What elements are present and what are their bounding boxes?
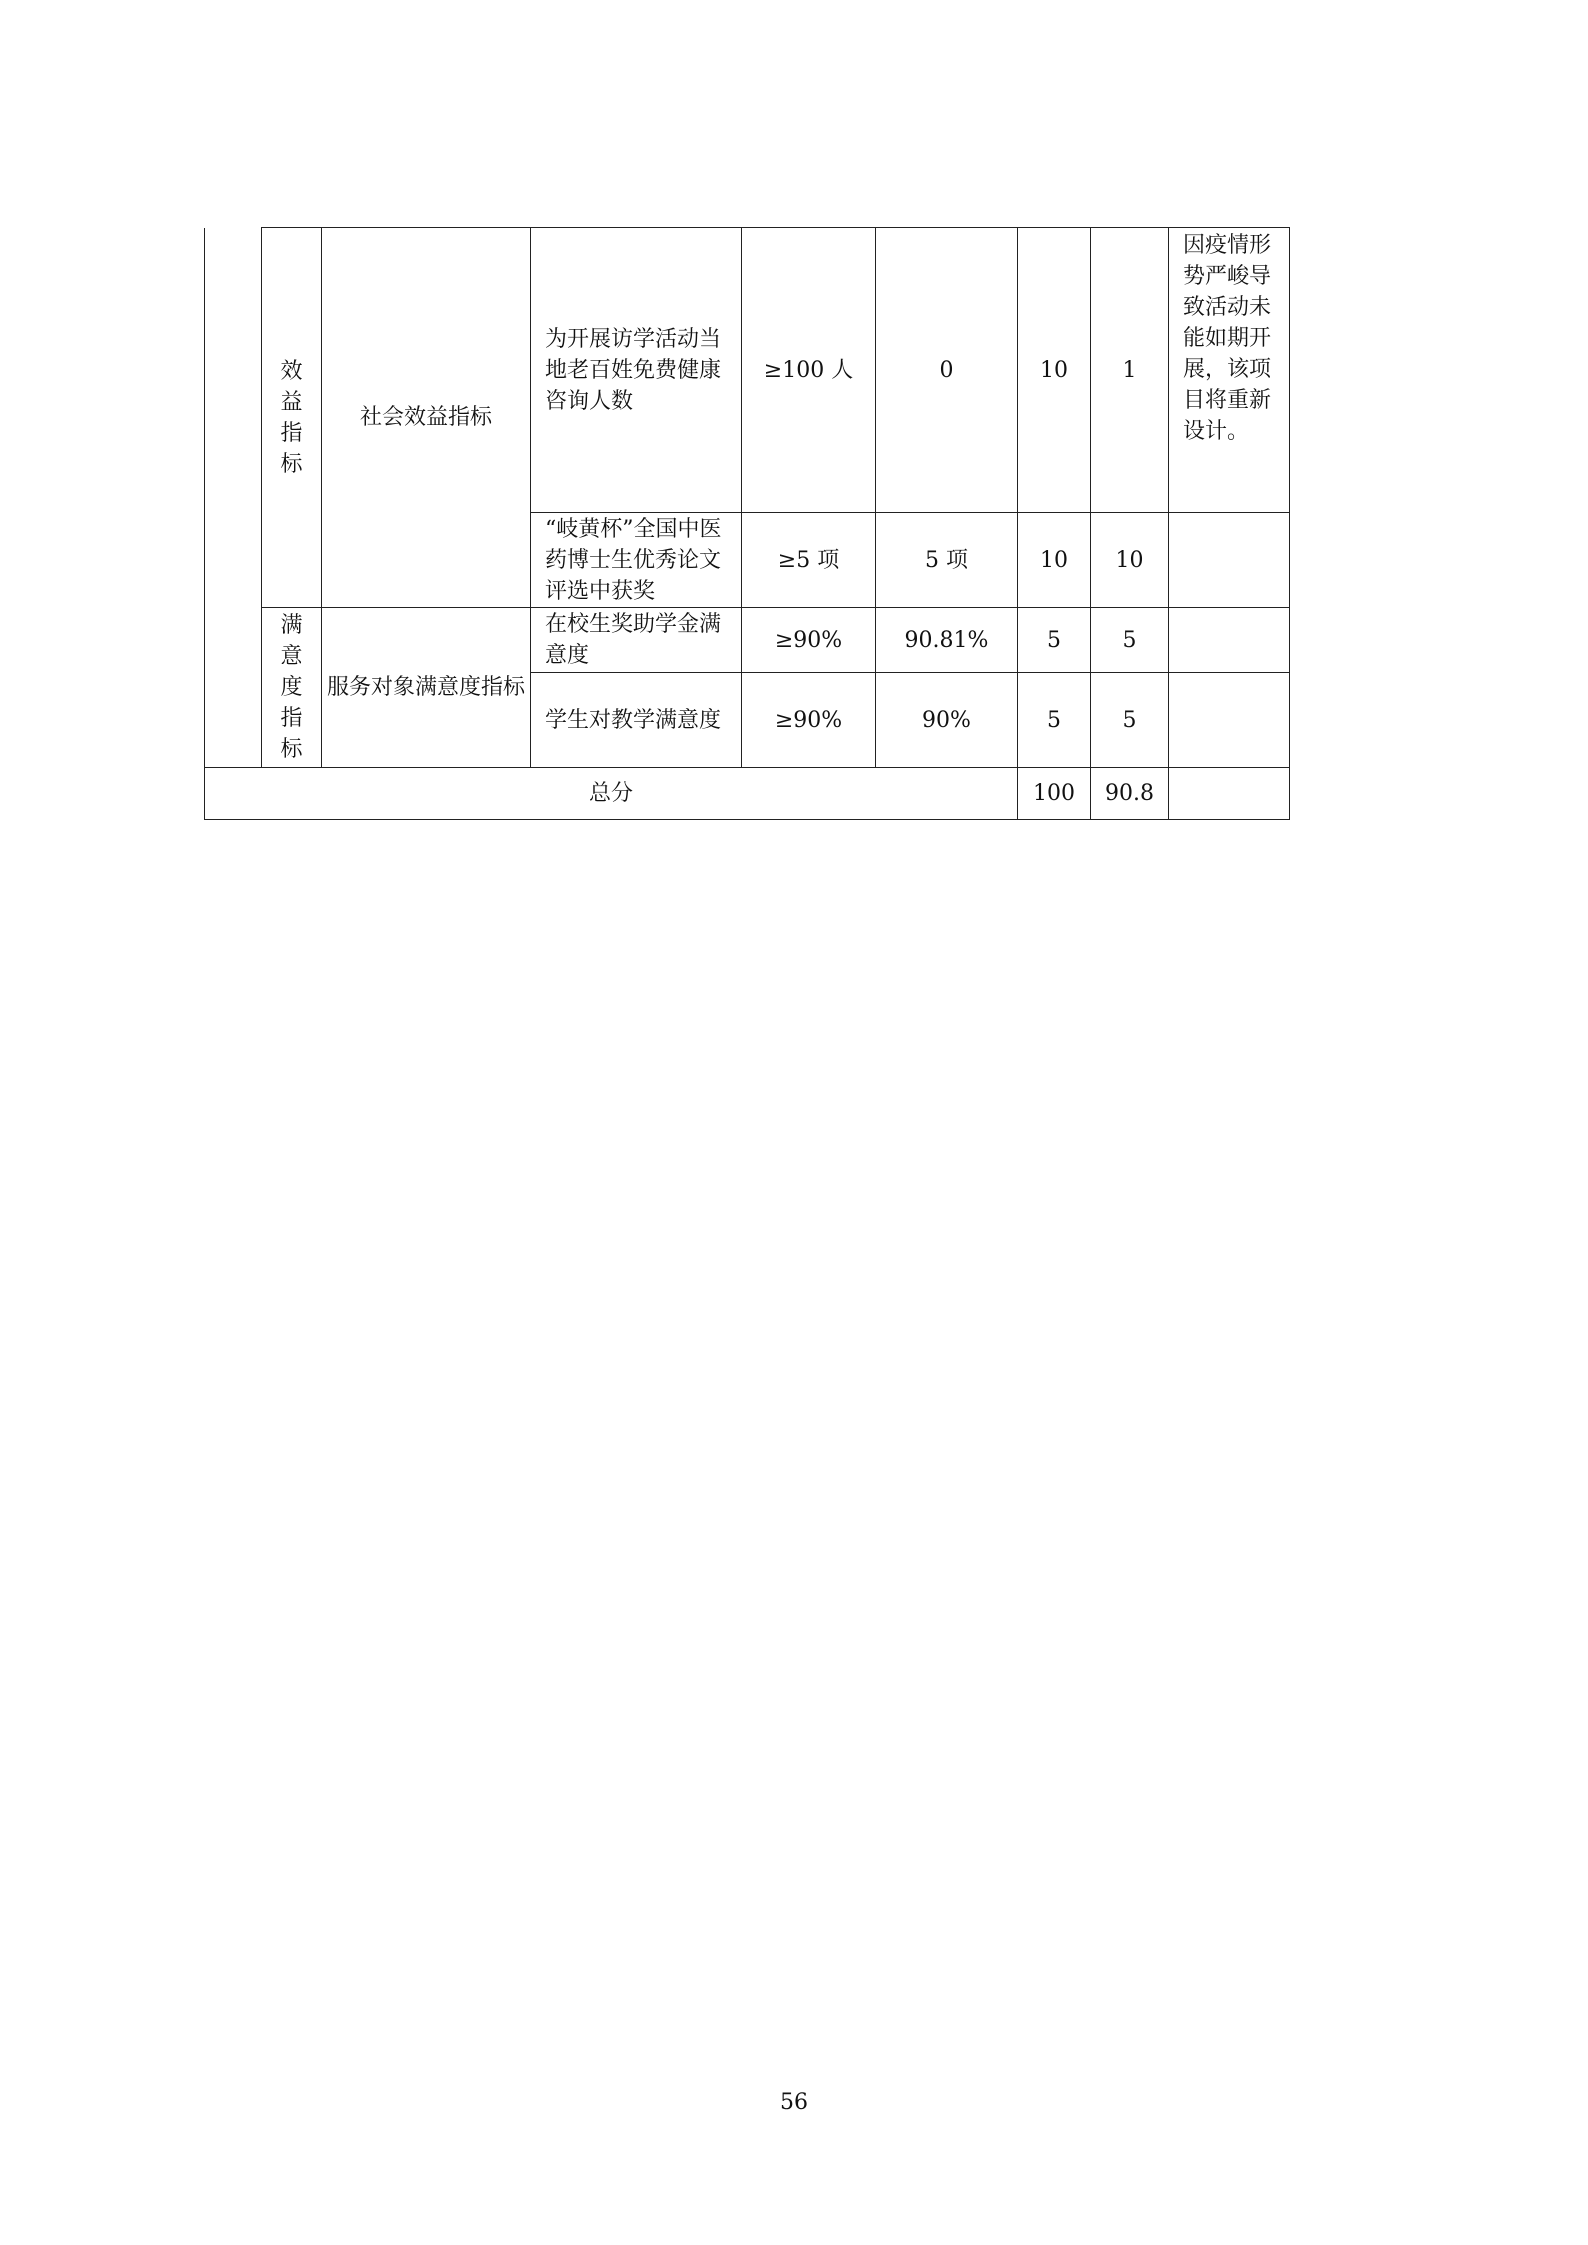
weight-cell: 5 xyxy=(1018,673,1091,768)
group-benefit-label: 效益指标 xyxy=(280,358,303,477)
score-cell: 5 xyxy=(1091,608,1169,673)
note-cell: 因疫情形势严峻导致活动未能如期开展，该项目将重新设计。 xyxy=(1169,228,1290,513)
total-row xyxy=(205,768,1290,820)
score-cell: 10 xyxy=(1091,513,1169,608)
indicator-cell: 在校生奖助学金满意度 xyxy=(531,608,742,673)
weight-cell: 5 xyxy=(1018,608,1091,673)
indicator-cell: “岐黄杯”全国中医药博士生优秀论文评选中获奖 xyxy=(531,513,742,608)
target-cell: ≥90% xyxy=(742,608,876,673)
total-weight: 100 xyxy=(1018,768,1091,820)
score-cell: 5 xyxy=(1091,673,1169,768)
performance-table xyxy=(204,227,1290,820)
total-label: 总分 xyxy=(205,768,1018,820)
weight-cell: 10 xyxy=(1018,228,1091,513)
target-cell: ≥5 项 xyxy=(742,513,876,608)
page-number: 56 xyxy=(780,2090,808,2115)
level-one-cell xyxy=(205,228,262,768)
note-cell xyxy=(1169,513,1290,608)
subcategory-social-cell xyxy=(322,228,531,608)
indicator-cell: 学生对教学满意度 xyxy=(531,673,742,768)
actual-cell: 90.81% xyxy=(876,608,1018,673)
target-cell: ≥100 人 xyxy=(742,228,876,513)
table-row xyxy=(205,608,1290,673)
total-score: 90.8 xyxy=(1091,768,1169,820)
actual-cell: 0 xyxy=(876,228,1018,513)
indicator-cell: 为开展访学活动当地老百姓免费健康咨询人数 xyxy=(531,228,742,513)
actual-cell: 5 项 xyxy=(876,513,1018,608)
subcategory-service-cell xyxy=(322,608,531,768)
group-benefit-cell xyxy=(262,228,322,608)
note-cell xyxy=(1169,673,1290,768)
actual-cell: 90% xyxy=(876,673,1018,768)
total-note xyxy=(1169,768,1290,820)
weight-cell: 10 xyxy=(1018,513,1091,608)
target-cell: ≥90% xyxy=(742,673,876,768)
subcategory-social-label: 社会效益指标 xyxy=(359,405,492,430)
group-satisfaction-cell xyxy=(262,608,322,768)
score-cell: 1 xyxy=(1091,228,1169,513)
table-row xyxy=(205,228,1290,513)
note-cell xyxy=(1169,608,1290,673)
subcategory-service-label: 服务对象满意度指标 xyxy=(326,675,525,700)
group-satisfaction-label: 满意度指标 xyxy=(280,613,303,762)
